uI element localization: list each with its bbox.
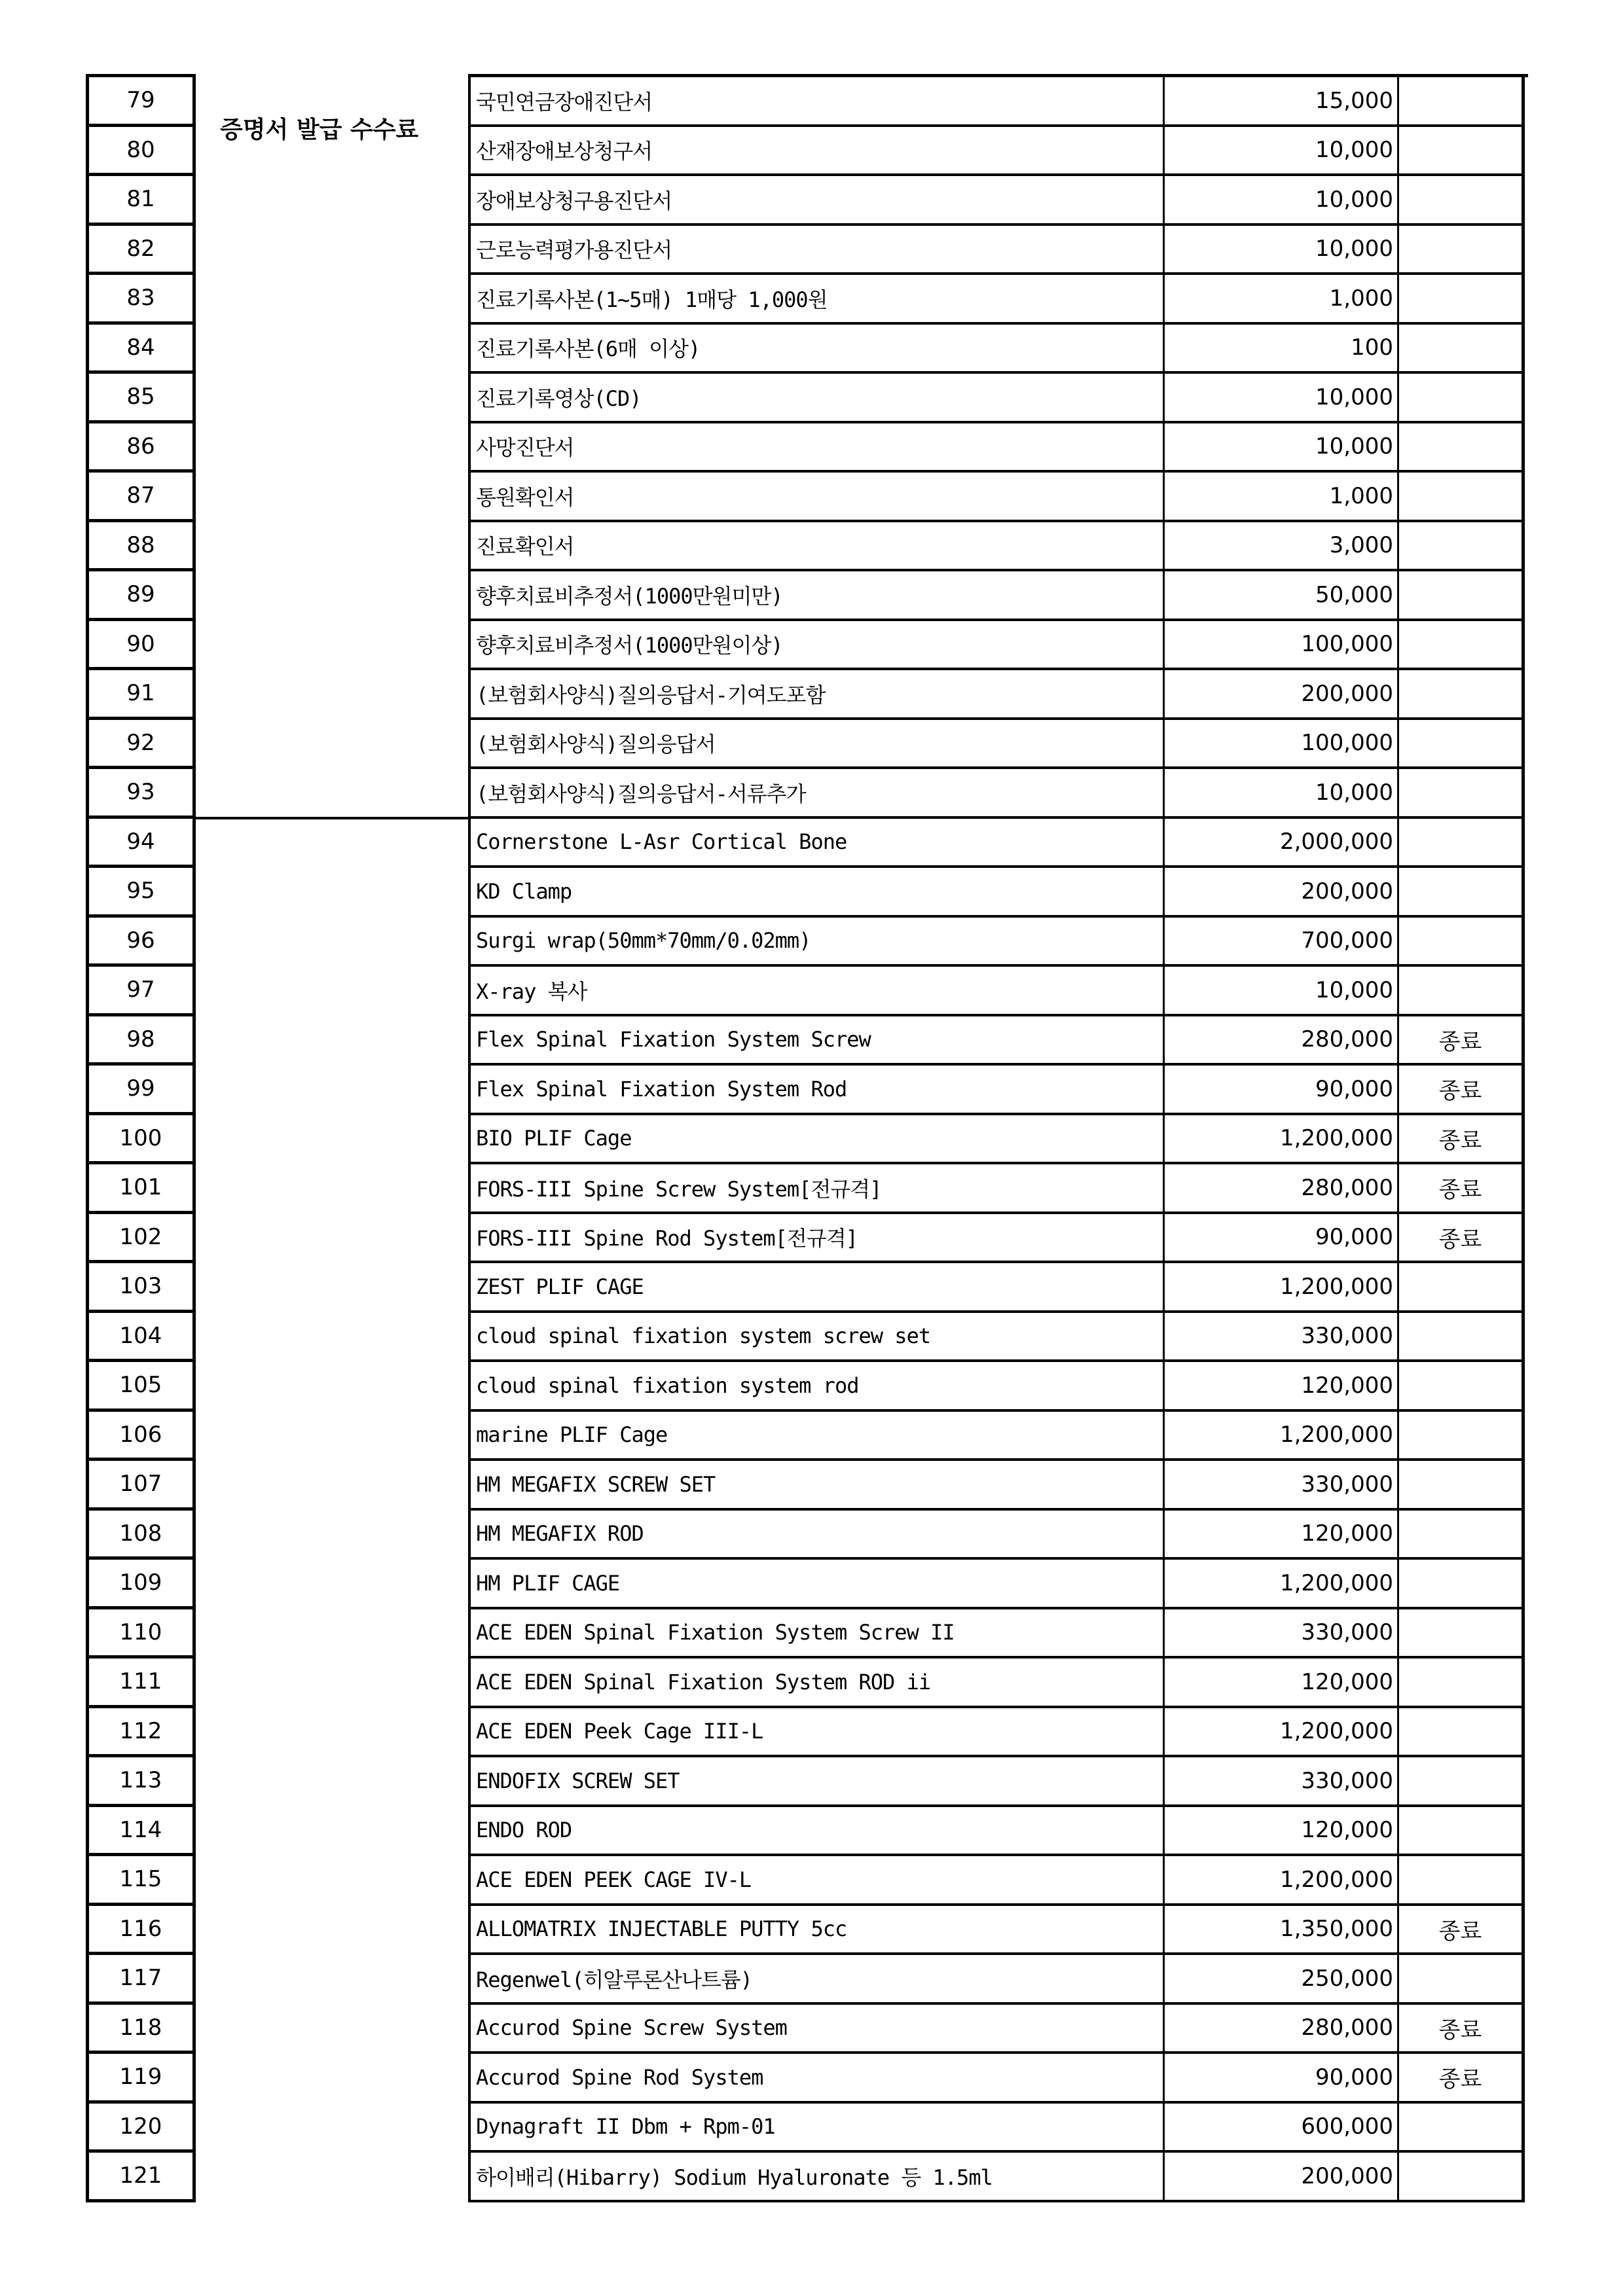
item-note xyxy=(1397,473,1525,522)
item-note xyxy=(1397,226,1525,276)
item-price: 100,000 xyxy=(1165,720,1397,770)
item-note xyxy=(1397,77,1525,127)
item-price: 280,000 xyxy=(1165,1016,1397,1066)
item-name: 향후치료비추정서(1000만원미만) xyxy=(468,571,1165,621)
item-note xyxy=(1397,819,1525,869)
row-number: 120 xyxy=(86,2104,196,2153)
row-number: 86 xyxy=(86,423,196,473)
item-note xyxy=(1397,571,1525,621)
item-name: ZEST PLIF CAGE xyxy=(468,1263,1165,1313)
row-number: 87 xyxy=(86,473,196,522)
row-number: 90 xyxy=(86,621,196,671)
item-note xyxy=(1397,1856,1525,1906)
item-note xyxy=(1397,1807,1525,1857)
item-note xyxy=(1397,275,1525,325)
item-price: 200,000 xyxy=(1165,868,1397,918)
item-note xyxy=(1397,769,1525,819)
item-name: Flex Spinal Fixation System Screw xyxy=(468,1016,1165,1066)
item-price: 330,000 xyxy=(1165,1609,1397,1659)
row-number: 112 xyxy=(86,1708,196,1758)
item-price: 50,000 xyxy=(1165,571,1397,621)
row-number: 97 xyxy=(86,967,196,1016)
item-price: 1,200,000 xyxy=(1165,1115,1397,1165)
item-name: 사망진단서 xyxy=(468,423,1165,473)
item-price: 100 xyxy=(1165,325,1397,374)
row-number: 79 xyxy=(86,77,196,127)
row-number: 121 xyxy=(86,2153,196,2202)
item-note xyxy=(1397,621,1525,671)
item-price: 120,000 xyxy=(1165,1511,1397,1560)
category-divider xyxy=(196,817,468,819)
item-price: 280,000 xyxy=(1165,1164,1397,1214)
item-name: 진료확인서 xyxy=(468,522,1165,572)
item-note xyxy=(1397,127,1525,177)
item-price: 120,000 xyxy=(1165,1807,1397,1857)
item-name: Accurod Spine Screw System xyxy=(468,2005,1165,2054)
item-note xyxy=(1397,1659,1525,1708)
row-number: 99 xyxy=(86,1066,196,1115)
item-price: 3,000 xyxy=(1165,522,1397,572)
row-number: 108 xyxy=(86,1511,196,1560)
item-name: (보험회사양식)질의응답서-기여도포함 xyxy=(468,670,1165,720)
item-price: 90,000 xyxy=(1165,1066,1397,1115)
row-number: 92 xyxy=(86,720,196,770)
row-number: 118 xyxy=(86,2005,196,2054)
item-name: Cornerstone L-Asr Cortical Bone xyxy=(468,819,1165,869)
item-price: 1,200,000 xyxy=(1165,1263,1397,1313)
item-price: 600,000 xyxy=(1165,2104,1397,2153)
item-name: 진료기록사본(6매 이상) xyxy=(468,325,1165,374)
row-number: 93 xyxy=(86,769,196,819)
item-name: 국민연금장애진단서 xyxy=(468,77,1165,127)
item-note: 종료 xyxy=(1397,1214,1525,1264)
item-price: 10,000 xyxy=(1165,423,1397,473)
row-number: 98 xyxy=(86,1016,196,1066)
item-name: Dynagraft II Dbm + Rpm-01 xyxy=(468,2104,1165,2153)
item-note: 종료 xyxy=(1397,1906,1525,1956)
item-name: Flex Spinal Fixation System Rod xyxy=(468,1066,1165,1115)
item-note xyxy=(1397,1263,1525,1313)
item-price: 1,000 xyxy=(1165,275,1397,325)
row-number: 106 xyxy=(86,1412,196,1462)
row-number: 114 xyxy=(86,1807,196,1857)
item-name: 하이배리(Hibarry) Sodium Hyaluronate 등 1.5ml xyxy=(468,2153,1165,2202)
item-price: 200,000 xyxy=(1165,2153,1397,2202)
item-price: 1,200,000 xyxy=(1165,1560,1397,1609)
row-number: 88 xyxy=(86,522,196,572)
item-note xyxy=(1397,176,1525,226)
item-note: 종료 xyxy=(1397,1066,1525,1115)
item-price: 250,000 xyxy=(1165,1955,1397,2005)
item-name: FORS-III Spine Rod System[전규격] xyxy=(468,1214,1165,1264)
item-name: 장애보상청구용진단서 xyxy=(468,176,1165,226)
item-note: 종료 xyxy=(1397,1164,1525,1214)
item-note xyxy=(1397,325,1525,374)
item-name: ACE EDEN Spinal Fixation System Screw II xyxy=(468,1609,1165,1659)
item-price: 120,000 xyxy=(1165,1362,1397,1412)
item-name: ALLOMATRIX INJECTABLE PUTTY 5cc xyxy=(468,1906,1165,1956)
row-number: 84 xyxy=(86,325,196,374)
item-price: 100,000 xyxy=(1165,621,1397,671)
row-number: 96 xyxy=(86,918,196,967)
item-price: 1,350,000 xyxy=(1165,1906,1397,1956)
item-name: cloud spinal fixation system rod xyxy=(468,1362,1165,1412)
item-price: 700,000 xyxy=(1165,918,1397,967)
item-note xyxy=(1397,2104,1525,2153)
item-note xyxy=(1397,1412,1525,1462)
row-number: 102 xyxy=(86,1214,196,1264)
item-name: HM PLIF CAGE xyxy=(468,1560,1165,1609)
row-number: 91 xyxy=(86,670,196,720)
row-number: 113 xyxy=(86,1757,196,1807)
item-name: 근로능력평가용진단서 xyxy=(468,226,1165,276)
item-name: ACE EDEN Peek Cage III-L xyxy=(468,1708,1165,1758)
item-price: 10,000 xyxy=(1165,127,1397,177)
row-number: 82 xyxy=(86,226,196,276)
item-note xyxy=(1397,967,1525,1016)
item-name: 산재장애보상청구서 xyxy=(468,127,1165,177)
row-number: 100 xyxy=(86,1115,196,1165)
item-name: cloud spinal fixation system screw set xyxy=(468,1313,1165,1363)
item-name: X-ray 복사 xyxy=(468,967,1165,1016)
category-label: 증명서 발급 수수료 xyxy=(220,117,419,143)
item-note xyxy=(1397,1362,1525,1412)
item-price: 1,200,000 xyxy=(1165,1412,1397,1462)
item-name: KD Clamp xyxy=(468,868,1165,918)
item-price: 1,000 xyxy=(1165,473,1397,522)
row-number: 105 xyxy=(86,1362,196,1412)
item-name: 향후치료비추정서(1000만원이상) xyxy=(468,621,1165,671)
item-note xyxy=(1397,1757,1525,1807)
item-price: 1,200,000 xyxy=(1165,1708,1397,1758)
item-name: (보험회사양식)질의응답서-서류추가 xyxy=(468,769,1165,819)
item-price: 2,000,000 xyxy=(1165,819,1397,869)
item-name: 통원확인서 xyxy=(468,473,1165,522)
row-number: 101 xyxy=(86,1164,196,1214)
item-price: 15,000 xyxy=(1165,77,1397,127)
item-name: marine PLIF Cage xyxy=(468,1412,1165,1462)
item-note xyxy=(1397,868,1525,918)
item-name: Surgi wrap(50mm*70mm/0.02mm) xyxy=(468,918,1165,967)
item-note: 종료 xyxy=(1397,2054,1525,2104)
item-price: 330,000 xyxy=(1165,1757,1397,1807)
item-name: FORS-III Spine Screw System[전규격] xyxy=(468,1164,1165,1214)
item-price: 280,000 xyxy=(1165,2005,1397,2054)
item-note xyxy=(1397,1560,1525,1609)
item-price: 90,000 xyxy=(1165,1214,1397,1264)
row-number: 89 xyxy=(86,571,196,621)
row-number: 104 xyxy=(86,1313,196,1363)
item-note xyxy=(1397,1708,1525,1758)
item-name: Regenwel(히알루론산나트륨) xyxy=(468,1955,1165,2005)
row-number: 109 xyxy=(86,1560,196,1609)
item-name: ENDO ROD xyxy=(468,1807,1165,1857)
row-number: 111 xyxy=(86,1659,196,1708)
item-price: 10,000 xyxy=(1165,769,1397,819)
item-price: 330,000 xyxy=(1165,1461,1397,1511)
item-note xyxy=(1397,1313,1525,1363)
item-name: ACE EDEN PEEK CAGE IV-L xyxy=(468,1856,1165,1906)
item-name: Accurod Spine Rod System xyxy=(468,2054,1165,2104)
item-name: 진료기록영상(CD) xyxy=(468,374,1165,423)
row-number: 119 xyxy=(86,2054,196,2104)
item-name: HM MEGAFIX SCREW SET xyxy=(468,1461,1165,1511)
item-note: 종료 xyxy=(1397,2005,1525,2054)
item-note xyxy=(1397,522,1525,572)
item-price: 10,000 xyxy=(1165,176,1397,226)
row-number: 115 xyxy=(86,1856,196,1906)
item-name: ACE EDEN Spinal Fixation System ROD ii xyxy=(468,1659,1165,1708)
item-note xyxy=(1397,1955,1525,2005)
row-number: 81 xyxy=(86,176,196,226)
item-note xyxy=(1397,670,1525,720)
item-price: 1,200,000 xyxy=(1165,1856,1397,1906)
item-price: 120,000 xyxy=(1165,1659,1397,1708)
item-price: 10,000 xyxy=(1165,967,1397,1016)
item-price: 90,000 xyxy=(1165,2054,1397,2104)
item-note xyxy=(1397,1609,1525,1659)
item-price: 10,000 xyxy=(1165,374,1397,423)
item-note xyxy=(1397,918,1525,967)
row-number: 94 xyxy=(86,819,196,869)
item-note xyxy=(1397,1461,1525,1511)
item-note: 종료 xyxy=(1397,1016,1525,1066)
row-number: 117 xyxy=(86,1955,196,2005)
item-note xyxy=(1397,374,1525,423)
row-number: 116 xyxy=(86,1906,196,1956)
row-number: 103 xyxy=(86,1263,196,1313)
item-price: 330,000 xyxy=(1165,1313,1397,1363)
row-number: 80 xyxy=(86,127,196,177)
row-number: 95 xyxy=(86,868,196,918)
item-note xyxy=(1397,1511,1525,1560)
item-name: ENDOFIX SCREW SET xyxy=(468,1757,1165,1807)
item-note xyxy=(1397,720,1525,770)
item-name: 진료기록사본(1~5매) 1매당 1,000원 xyxy=(468,275,1165,325)
row-number: 110 xyxy=(86,1609,196,1659)
item-name: BIO PLIF Cage xyxy=(468,1115,1165,1165)
item-note xyxy=(1397,423,1525,473)
row-number: 107 xyxy=(86,1461,196,1511)
item-name: HM MEGAFIX ROD xyxy=(468,1511,1165,1560)
item-name: (보험회사양식)질의응답서 xyxy=(468,720,1165,770)
row-number: 83 xyxy=(86,275,196,325)
item-price: 200,000 xyxy=(1165,670,1397,720)
row-number: 85 xyxy=(86,374,196,423)
item-note: 종료 xyxy=(1397,1115,1525,1165)
item-note xyxy=(1397,2153,1525,2202)
item-price: 10,000 xyxy=(1165,226,1397,276)
